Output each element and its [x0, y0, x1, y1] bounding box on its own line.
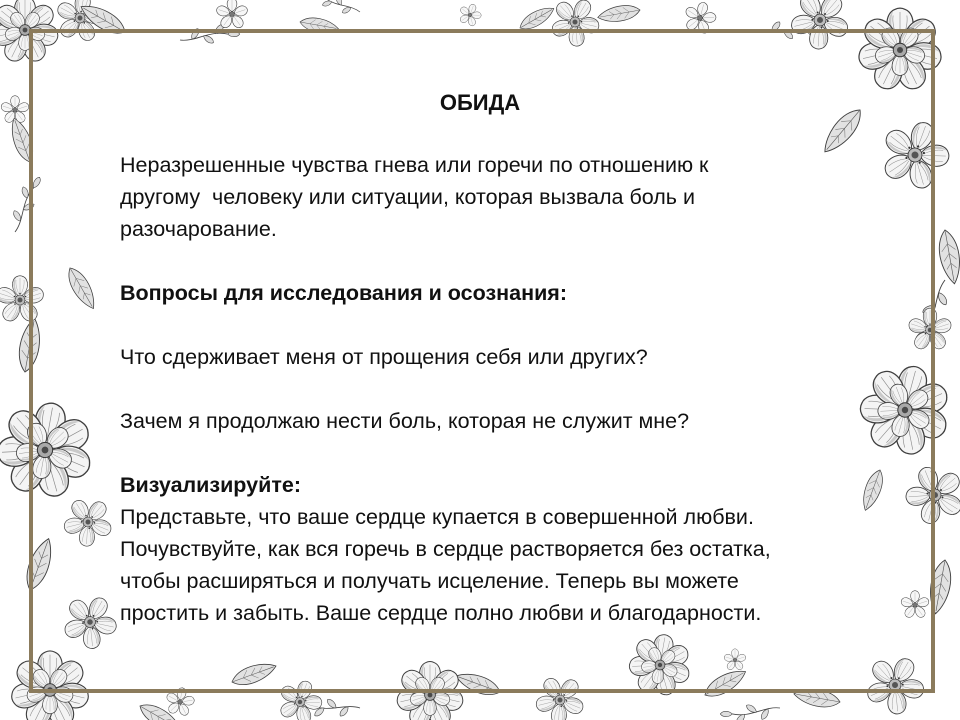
definition-line: другому человеку или ситуации, которая вызвала боль и [120, 185, 695, 209]
sprig-decoration [719, 698, 782, 720]
definition-line: разочарование. [120, 217, 277, 241]
sprig-decoration [310, 0, 363, 20]
visualize-line: простить и забыть. Ваше сердце полно любви и благодарности. [120, 601, 762, 625]
question-line: Что сдерживает меня от прощения себя или других? [120, 345, 648, 369]
blossom-decoration [723, 649, 746, 671]
sprig-decoration [178, 20, 241, 50]
blank-line [120, 245, 900, 277]
blank-line [120, 373, 900, 405]
blank-line [120, 309, 900, 341]
visualize-heading: Визуализируйте: [120, 473, 301, 497]
flower-decoration [907, 308, 953, 351]
blossom-decoration [900, 591, 930, 620]
leaf-decoration [596, 3, 641, 25]
blank-line [120, 437, 900, 469]
leaf-decoration [21, 535, 57, 593]
large-flower-decoration [0, 395, 102, 507]
slide-body [120, 149, 900, 629]
flower-decoration [854, 645, 936, 720]
visualize-line: Представьте, что ваше сердце купается в совершенной любви. [120, 505, 754, 529]
flower-decoration [0, 276, 45, 324]
leaf-decoration [936, 228, 960, 285]
question-line: Зачем я продолжаю нести боль, которая не служит мне? [120, 409, 690, 433]
slide-title: ОБИДА [439, 90, 521, 115]
definition-line: Неразрешенные чувства гнева или горечи по отношению к [120, 153, 709, 177]
leaf-decoration [229, 658, 279, 689]
leaf-decoration [926, 558, 954, 615]
leaf-decoration [63, 264, 100, 313]
questions-heading: Вопросы для исследования и осознания: [120, 281, 567, 305]
flower-decoration [53, 585, 128, 659]
sprig-decoration [6, 172, 46, 236]
flower-decoration [893, 453, 960, 537]
large-flower-decoration [856, 8, 943, 93]
leaf-decoration [701, 665, 750, 702]
visualize-line: чтобы расширяться и получать исцеление. Теперь вы можете [120, 569, 739, 593]
flower-decoration [53, 487, 123, 557]
visualize-line: Почувствуйте, как вся горечь в сердце растворяется без остатка, [120, 537, 771, 561]
blossom-decoration [455, 0, 485, 29]
large-flower-decoration [9, 651, 91, 720]
